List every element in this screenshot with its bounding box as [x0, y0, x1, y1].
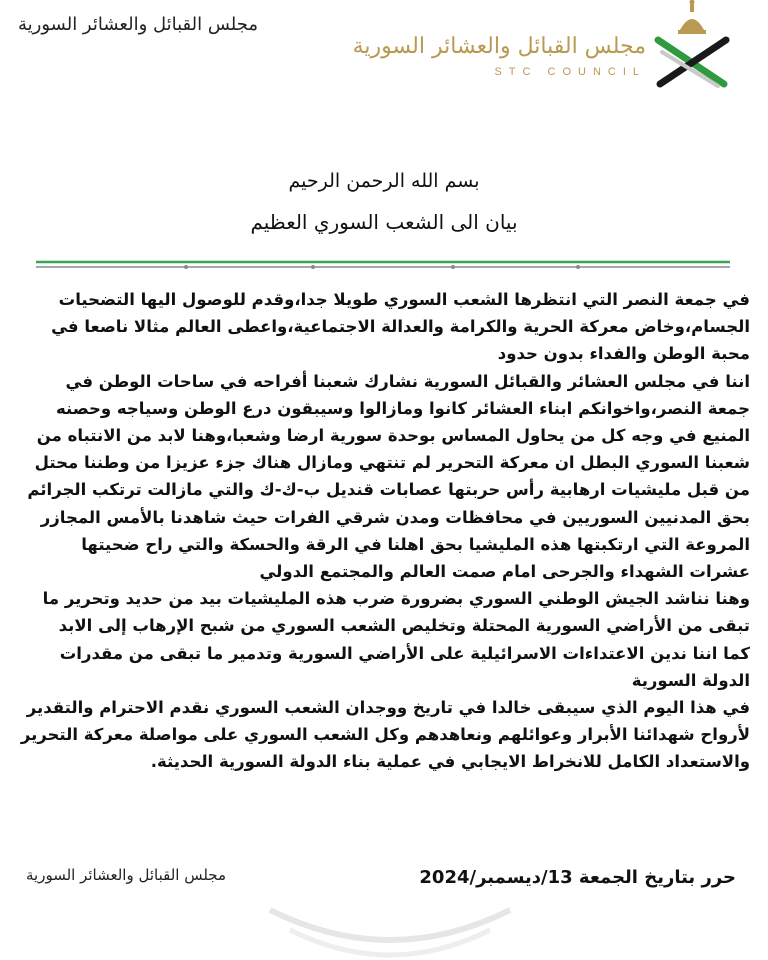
header-council-name: مجلس القبائل والعشائر السورية — [18, 14, 259, 35]
paragraph-2: اننا في مجلس العشائر والقبائل السورية نشارك شعبنا أفراحه في ساحات الوطن في جمعة النصر،واخوانكم ابناء العشائر كانوا ومازالوا وسيبقون درع الوطن وسياجه وحصنه المنيع في وجه كل من يحاول المساس بوحدة سورية ارضا وشعبا،وهنا لابد من الانتباه من شعبنا السوري البطل ان معركة التحرير لم تنتهي ومازال هناك جزء عزيزا من وطننا محتل من قبل مليشيات ارهابية رأس حربتها عصابات قنديل ب-ك-ك والتي مازالت ترتكب الجرائم بحق المدنيين السوريين في محافظات ومدن شرقي الفرات حيث شاهدنا بالأمس المجازر المروعة التي ارتكبتها هذه المليشيا بحق اهلنا في الرقة والحسكة والتي راح ضحيتها عشرات الشهداء والجرحى امام صمت العالم والمجتمع الدولي — [27, 371, 750, 582]
paragraph-4: كما اننا ندين الاعتداءات الاسرائيلية على الأراضي السورية وتدمير ما تبقى من مقدرات الدولة السورية — [59, 643, 750, 690]
logo-arabic-text: مجلس القبائل والعشائر السورية — [352, 34, 646, 59]
logo-latin-text: STC COUNCIL — [494, 66, 646, 78]
header-divider — [36, 258, 730, 272]
statement-title: بيان الى الشعب السوري العظيم — [250, 210, 518, 234]
basmala: بسم الله الرحمن الرحيم — [288, 170, 480, 192]
issue-date: حرر بتاريخ الجمعة 13/ديسمبر/2024 — [419, 867, 736, 888]
paragraph-5: في هذا اليوم الذي سيبقى خالدا في تاريخ ووجدان الشعب السوري نقدم الاحترام والتقدير لأرواح شهدائنا الأبرار وعوائلهم ونعاهدهم وكل الشعب السوري على مواصلة معركة التحرير والاستعداد الكامل للانخراط الايجابي في عملية بناء الدولة السورية الحديثة. — [20, 698, 750, 772]
paragraph-3: وهنا نناشد الجيش الوطني السوري بضرورة ضرب هذه المليشيات بيد من حديد وتحرير ما تبقى من الأراضي السورية المحتلة وتخليص الشعب السوري من شبح الإرهاب إلى الابد — [42, 589, 750, 636]
decorative-watermark — [250, 900, 530, 960]
paragraph-1: في جمعة النصر التي انتظرها الشعب السوري طويلا جدا،وقدم للوصول اليها التضحيات الجسام،وخاض معركة الحرية والكرامة والعدالة الاجتماعية،واعطى العالم مثالا ناصعا في محبة الوطن والفداء بدون حدود — [51, 290, 750, 364]
statement-body — [20, 286, 750, 776]
crossed-swords-emblem-icon — [652, 0, 732, 88]
footer-signature: مجلس القبائل والعشائر السورية — [26, 866, 227, 884]
council-logo — [352, 0, 732, 90]
